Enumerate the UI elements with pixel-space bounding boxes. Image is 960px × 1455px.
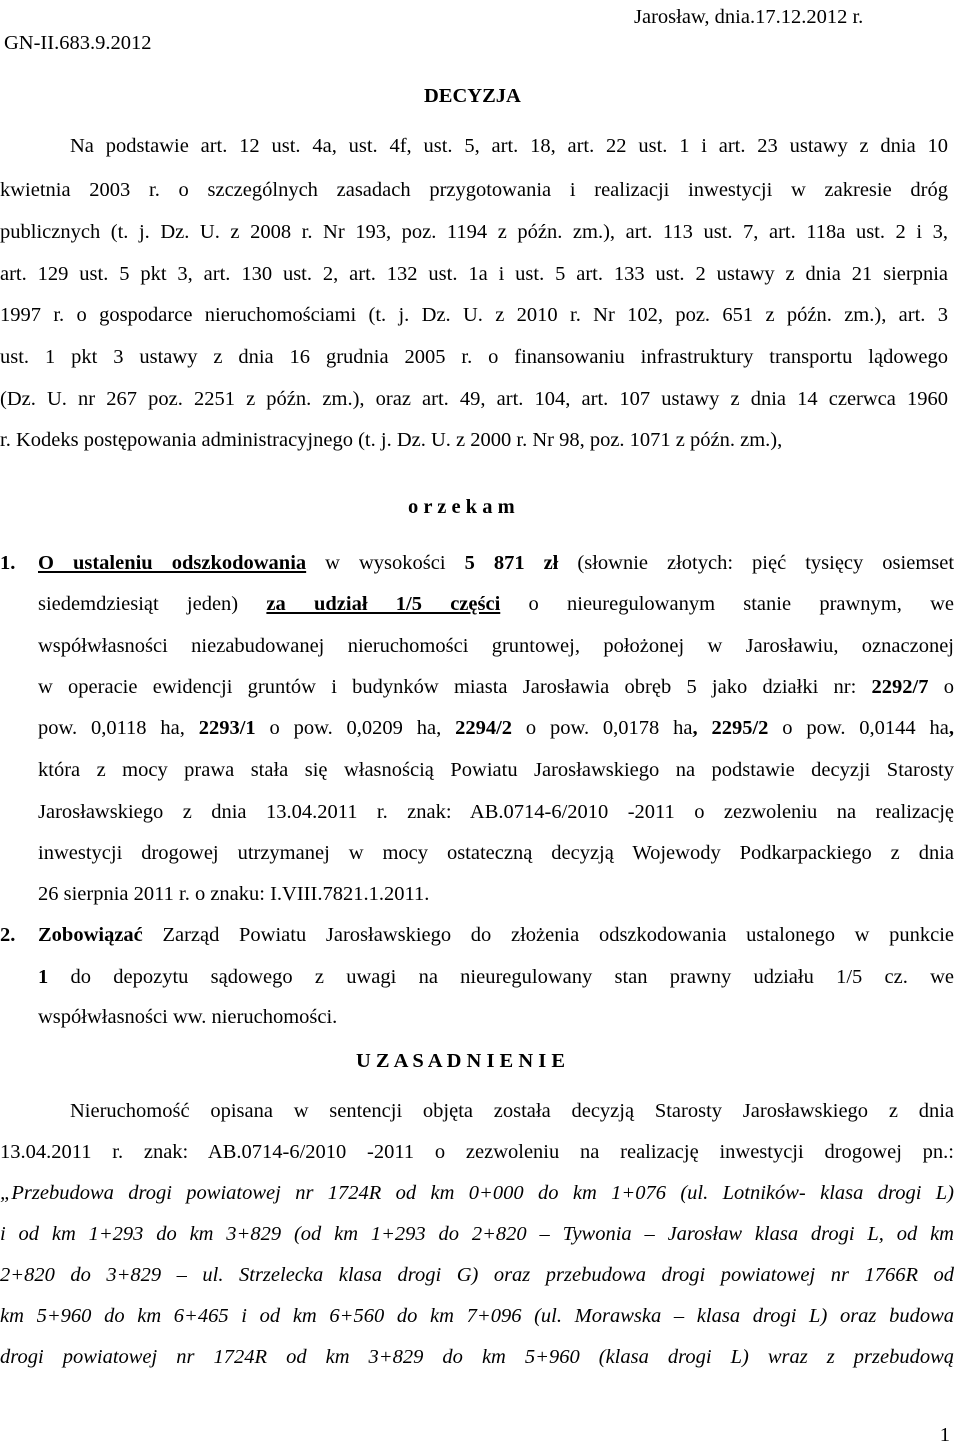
point-number: 2. — [0, 924, 16, 946]
emphasis: za udział 1/5 części — [266, 593, 501, 615]
legal-basis-line: kwietnia 2003 r. o szczególnych zasadach przygotowania i realizacji inwestycji w zakresie dróg — [0, 179, 948, 201]
text: (słownie złotych: pięć tysięcy osiemset — [577, 552, 955, 574]
point-1-line — [38, 551, 954, 575]
reasoning-line: „Przebudowa drogi powiatowej nr 1724R od km 0+000 do km 1+076 (ul. Lotników- klasa drogi L) — [0, 1182, 954, 1204]
amount: 5 871 zł — [464, 552, 559, 574]
point-1-line: 26 sierpnia 2011 r. o znaku: I.VIII.7821.1.2011. — [38, 883, 430, 905]
emphasis: Zobowiązać — [38, 924, 143, 946]
legal-basis-line: publicznych (t. j. Dz. U. z 2008 r. Nr 193, poz. 1194 z późn. zm.), art. 113 ust. 7, art. 118a ust. 2 i 3, — [0, 221, 948, 243]
page-number: 1 — [939, 1424, 950, 1446]
point-2-line — [38, 923, 954, 947]
point-1-line — [38, 716, 954, 740]
text: do depozytu sądowego z uwagi na nieuregulowany stan prawny udziału 1/5 cz. we — [70, 966, 954, 988]
point-1-line: inwestycji drogowej utrzymanej w mocy ostateczną decyzją Wojewody Podkarpackiego z dnia — [38, 842, 954, 864]
point-1-line — [38, 592, 954, 616]
reasoning-line: 2+820 do 3+829 – ul. Strzelecka klasa drogi G) oraz przebudowa drogi powiatowej nr 1766R od — [0, 1264, 954, 1286]
reasoning-line: 13.04.2011 r. znak: AB.0714-6/2010 -2011 o zezwoleniu na realizację inwestycji drogowej pn.: — [0, 1141, 954, 1163]
point-2-line: współwłasności ww. nieruchomości. — [38, 1006, 338, 1028]
place-date: Jarosław, dnia.17.12.2012 r. — [634, 6, 864, 28]
text: w operacie ewidencji gruntów i budynków miasta Jarosławia obręb 5 jako działki nr: — [38, 676, 857, 698]
document-title: DECYZJA — [424, 85, 521, 107]
reasoning-line: i od km 1+293 do km 3+829 (od km 1+293 do 2+820 – Tywonia – Jarosław klasa drogi L, od km — [0, 1223, 954, 1245]
reasoning-line: km 5+960 do km 6+465 i od km 6+560 do km 7+096 (ul. Morawska – klasa drogi L) oraz budowa — [0, 1305, 954, 1327]
legal-basis-line: art. 129 ust. 5 pkt 3, art. 130 ust. 2, art. 132 ust. 1a i ust. 5 art. 133 ust. 2 ustawy z dnia 21 sierpnia — [0, 263, 948, 285]
reasoning-line: drogi powiatowej nr 1724R od km 3+829 do km 5+960 (klasa drogi L) wraz z przebudową — [0, 1346, 954, 1368]
point-number: 1. — [0, 552, 16, 574]
text: o nieuregulowanym stanie prawnym, we — [528, 593, 955, 615]
text: o pow. 0,0178 ha — [525, 717, 693, 739]
point-1-line: która z mocy prawa stała się własnością Powiatu Jarosławskiego na podstawie decyzji Starosty — [38, 759, 954, 781]
decree-heading: o r z e k a m — [408, 496, 515, 518]
case-number: GN-II.683.9.2012 — [4, 32, 152, 54]
reasoning-heading: U Z A S A D N I E N I E — [356, 1050, 566, 1072]
legal-basis-line: (Dz. U. nr 267 poz. 2251 z późn. zm.), oraz art. 49, art. 104, art. 107 ustawy z dnia 14 czerwca 1960 — [0, 388, 948, 410]
text: siedemdziesiąt jeden) — [38, 593, 239, 615]
parcel-number: , 2295/2 — [692, 717, 769, 739]
text: , — [948, 717, 954, 739]
text: pow. 0,0118 ha, — [38, 717, 185, 739]
emphasis: O ustaleniu odszkodowania — [38, 552, 307, 574]
emphasis: 1 — [38, 966, 49, 988]
point-2-line — [38, 965, 954, 989]
legal-basis-line: 1997 r. o gospodarce nieruchomościami (t. j. Dz. U. z 2010 r. Nr 102, poz. 651 z późn. zm.), art. 3 — [0, 304, 948, 326]
parcel-number: 2294/2 — [455, 717, 513, 739]
legal-basis-line: Na podstawie art. 12 ust. 4a, ust. 4f, ust. 5, art. 18, art. 22 ust. 1 i art. 23 ustawy z dnia 10 — [70, 135, 948, 157]
parcel-number: 2293/1 — [198, 717, 256, 739]
text: o — [943, 676, 954, 698]
text: o pow. 0,0209 ha, — [269, 717, 442, 739]
point-1-line: Jarosławskiego z dnia 13.04.2011 r. znak: AB.0714-6/2010 -2011 o zezwoleniu na realizację — [38, 801, 954, 823]
parcel-number: 2292/7 — [871, 676, 929, 698]
reasoning-line: Nieruchomość opisana w sentencji objęta została decyzją Starosty Jarosławskiego z dnia — [70, 1100, 954, 1122]
point-1-line: współwłasności niezabudowanej nieruchomości gruntowej, położonej w Jarosławiu, oznaczonej — [38, 635, 954, 657]
legal-basis-line: r. Kodeks postępowania administracyjnego (t. j. Dz. U. z 2000 r. Nr 98, poz. 1071 z późn. zm.), — [0, 429, 783, 451]
text: w wysokości — [325, 552, 446, 574]
text: Zarząd Powiatu Jarosławskiego do złożenia odszkodowania ustalonego w punkcie — [162, 924, 954, 946]
legal-basis-line: ust. 1 pkt 3 ustawy z dnia 16 grudnia 2005 r. o finansowaniu infrastruktury transportu lądowego — [0, 346, 948, 368]
text: o pow. 0,0144 ha — [782, 717, 949, 739]
point-1-line — [38, 675, 954, 699]
